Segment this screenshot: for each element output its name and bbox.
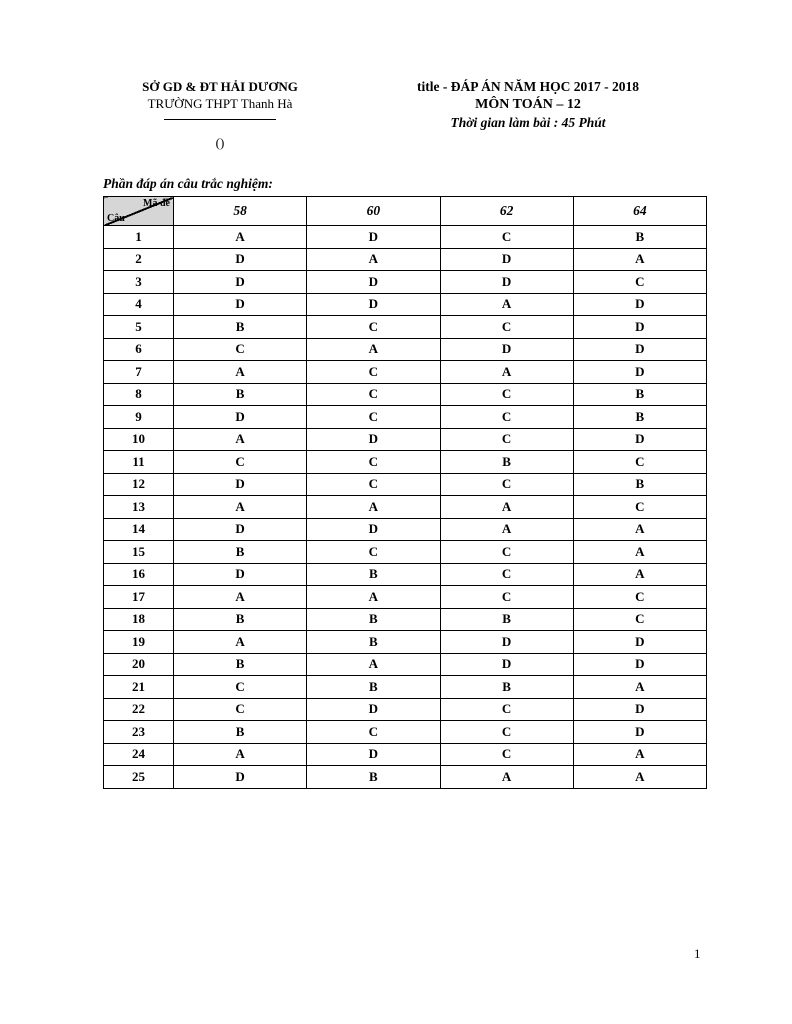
table-row (104, 226, 707, 249)
answer-cell: D (174, 473, 307, 496)
answer-cell: C (307, 383, 440, 406)
answer-cell: C (174, 338, 307, 361)
answer-cell: C (573, 451, 706, 474)
answer-cell: B (174, 653, 307, 676)
answer-cell: B (307, 631, 440, 654)
question-number-cell: 8 (104, 383, 174, 406)
question-number-cell: 1 (104, 226, 174, 249)
answer-cell: D (174, 563, 307, 586)
question-number-cell: 5 (104, 316, 174, 339)
answer-cell: B (573, 473, 706, 496)
table-row (104, 496, 707, 519)
answer-cell: D (573, 338, 706, 361)
answer-cell: A (573, 248, 706, 271)
header-right-block (372, 78, 684, 132)
answer-cell: D (440, 631, 573, 654)
answer-cell: B (307, 608, 440, 631)
header-left-block (98, 78, 342, 151)
document-title: title - ĐÁP ÁN NĂM HỌC 2017 - 2018 (417, 79, 639, 94)
exam-code-header: 60 (307, 197, 440, 226)
answer-cell: A (573, 743, 706, 766)
exam-code-header: 62 (440, 197, 573, 226)
answer-cell: C (573, 586, 706, 609)
answer-cell: B (573, 383, 706, 406)
table-row (104, 338, 707, 361)
answer-cell: D (573, 653, 706, 676)
answer-cell: B (174, 541, 307, 564)
answer-cell: C (307, 406, 440, 429)
answer-cell: C (573, 608, 706, 631)
table-row (104, 766, 707, 789)
table-row (104, 698, 707, 721)
answer-cell: A (573, 766, 706, 789)
answer-cell: A (174, 226, 307, 249)
answer-cell: C (440, 563, 573, 586)
question-number-cell: 16 (104, 563, 174, 586)
answer-cell: A (307, 248, 440, 271)
answer-cell: B (440, 608, 573, 631)
answer-cell: C (440, 541, 573, 564)
table-row (104, 631, 707, 654)
answer-cell: D (174, 248, 307, 271)
answer-cell: B (174, 383, 307, 406)
header-left-parentheses: () (215, 135, 225, 150)
corner-exam-code-label: Mã đề (143, 198, 170, 209)
answer-cell: C (440, 586, 573, 609)
answer-cell: D (307, 743, 440, 766)
answer-cell: D (307, 226, 440, 249)
table-row (104, 721, 707, 744)
answer-cell: C (307, 473, 440, 496)
answer-cell: D (440, 653, 573, 676)
header-divider-line (164, 119, 276, 120)
answer-cell: D (573, 631, 706, 654)
table-row (104, 271, 707, 294)
answer-cell: A (440, 361, 573, 384)
answer-cell: B (174, 608, 307, 631)
answer-cell: C (174, 676, 307, 699)
subject-title: MÔN TOÁN – 12 (475, 97, 581, 112)
answer-cell: B (174, 721, 307, 744)
answer-cell: A (174, 631, 307, 654)
answer-cell: B (307, 563, 440, 586)
answer-cell: D (573, 698, 706, 721)
answer-cell: C (440, 698, 573, 721)
table-row (104, 428, 707, 451)
answer-cell: A (440, 518, 573, 541)
answer-cell: C (307, 721, 440, 744)
answer-cell: D (573, 721, 706, 744)
answer-cell: A (174, 361, 307, 384)
page-number: 1 (694, 946, 701, 961)
answer-cell: C (440, 383, 573, 406)
answer-cell: C (307, 541, 440, 564)
answer-cell: A (440, 293, 573, 316)
table-row (104, 676, 707, 699)
answer-key-table (103, 196, 707, 789)
answer-cell: A (174, 428, 307, 451)
answer-cell: A (174, 743, 307, 766)
answer-cell: C (440, 226, 573, 249)
answer-cell: D (573, 293, 706, 316)
table-row (104, 383, 707, 406)
question-number-cell: 14 (104, 518, 174, 541)
answer-cell: D (174, 406, 307, 429)
question-number-cell: 2 (104, 248, 174, 271)
exam-code-header: 58 (174, 197, 307, 226)
table-row (104, 608, 707, 631)
answer-cell: C (440, 743, 573, 766)
answer-cell: B (573, 406, 706, 429)
answer-cell: B (307, 676, 440, 699)
answer-cell: C (307, 361, 440, 384)
answer-cell: A (573, 541, 706, 564)
answer-cell: A (440, 766, 573, 789)
question-number-cell: 7 (104, 361, 174, 384)
answer-cell: A (307, 586, 440, 609)
answer-cell: D (307, 698, 440, 721)
answer-cell: A (174, 586, 307, 609)
answer-cell: D (174, 518, 307, 541)
table-row (104, 451, 707, 474)
answer-cell: A (573, 676, 706, 699)
answer-cell: C (440, 721, 573, 744)
table-row (104, 316, 707, 339)
question-number-cell: 23 (104, 721, 174, 744)
question-number-cell: 22 (104, 698, 174, 721)
answer-cell: A (573, 563, 706, 586)
answer-cell: B (174, 316, 307, 339)
table-row (104, 473, 707, 496)
answer-cell: D (440, 271, 573, 294)
table-row (104, 361, 707, 384)
answer-cell: A (307, 496, 440, 519)
answer-cell: C (440, 406, 573, 429)
answer-cell: B (440, 451, 573, 474)
table-header-row (104, 197, 707, 226)
answer-cell: B (307, 766, 440, 789)
table-row (104, 406, 707, 429)
answer-cell: C (573, 496, 706, 519)
question-number-cell: 9 (104, 406, 174, 429)
section-title: Phần đáp án câu trắc nghiệm: (103, 176, 273, 191)
table-row (104, 586, 707, 609)
answer-cell: A (307, 653, 440, 676)
answer-cell: D (440, 248, 573, 271)
question-number-cell: 17 (104, 586, 174, 609)
answer-cell: C (440, 316, 573, 339)
question-number-cell: 11 (104, 451, 174, 474)
table-row (104, 653, 707, 676)
answer-cell: C (174, 698, 307, 721)
exam-code-header: 64 (573, 197, 706, 226)
answer-cell: C (440, 473, 573, 496)
question-number-cell: 24 (104, 743, 174, 766)
table-row (104, 518, 707, 541)
question-number-cell: 10 (104, 428, 174, 451)
question-number-cell: 21 (104, 676, 174, 699)
answer-cell: C (307, 451, 440, 474)
answer-cell: D (307, 293, 440, 316)
question-number-cell: 19 (104, 631, 174, 654)
question-number-cell: 12 (104, 473, 174, 496)
school-name: TRƯỜNG THPT Thanh Hà (147, 96, 293, 111)
question-number-cell: 3 (104, 271, 174, 294)
question-number-cell: 13 (104, 496, 174, 519)
answer-cell: D (307, 428, 440, 451)
table-row (104, 248, 707, 271)
answer-cell: C (440, 428, 573, 451)
corner-question-label: Câu (107, 213, 125, 224)
answers-tbody (104, 226, 707, 789)
answer-cell: A (440, 496, 573, 519)
answer-cell: C (307, 316, 440, 339)
answer-cell: D (573, 361, 706, 384)
corner-header-cell (104, 197, 174, 226)
question-number-cell: 4 (104, 293, 174, 316)
answer-cell: D (440, 338, 573, 361)
answer-cell: D (174, 293, 307, 316)
answer-cell: D (573, 316, 706, 339)
table-row (104, 293, 707, 316)
answer-cell: C (573, 271, 706, 294)
answer-cell: D (174, 271, 307, 294)
table-row (104, 743, 707, 766)
table-row (104, 563, 707, 586)
question-number-cell: 18 (104, 608, 174, 631)
answer-cell: D (174, 766, 307, 789)
answer-cell: D (307, 271, 440, 294)
table-row (104, 541, 707, 564)
answer-cell: A (174, 496, 307, 519)
answer-cell: D (573, 428, 706, 451)
question-number-cell: 20 (104, 653, 174, 676)
answer-cell: D (307, 518, 440, 541)
question-number-cell: 6 (104, 338, 174, 361)
answer-cell: A (307, 338, 440, 361)
question-number-cell: 15 (104, 541, 174, 564)
answer-cell: A (573, 518, 706, 541)
answer-cell: B (573, 226, 706, 249)
answer-cell: C (174, 451, 307, 474)
question-number-cell: 25 (104, 766, 174, 789)
duration-line: Thời gian làm bài : 45 Phút (450, 115, 606, 130)
answer-cell: B (440, 676, 573, 699)
department-name: SỞ GD & ĐT HẢI DƯƠNG (142, 79, 298, 94)
